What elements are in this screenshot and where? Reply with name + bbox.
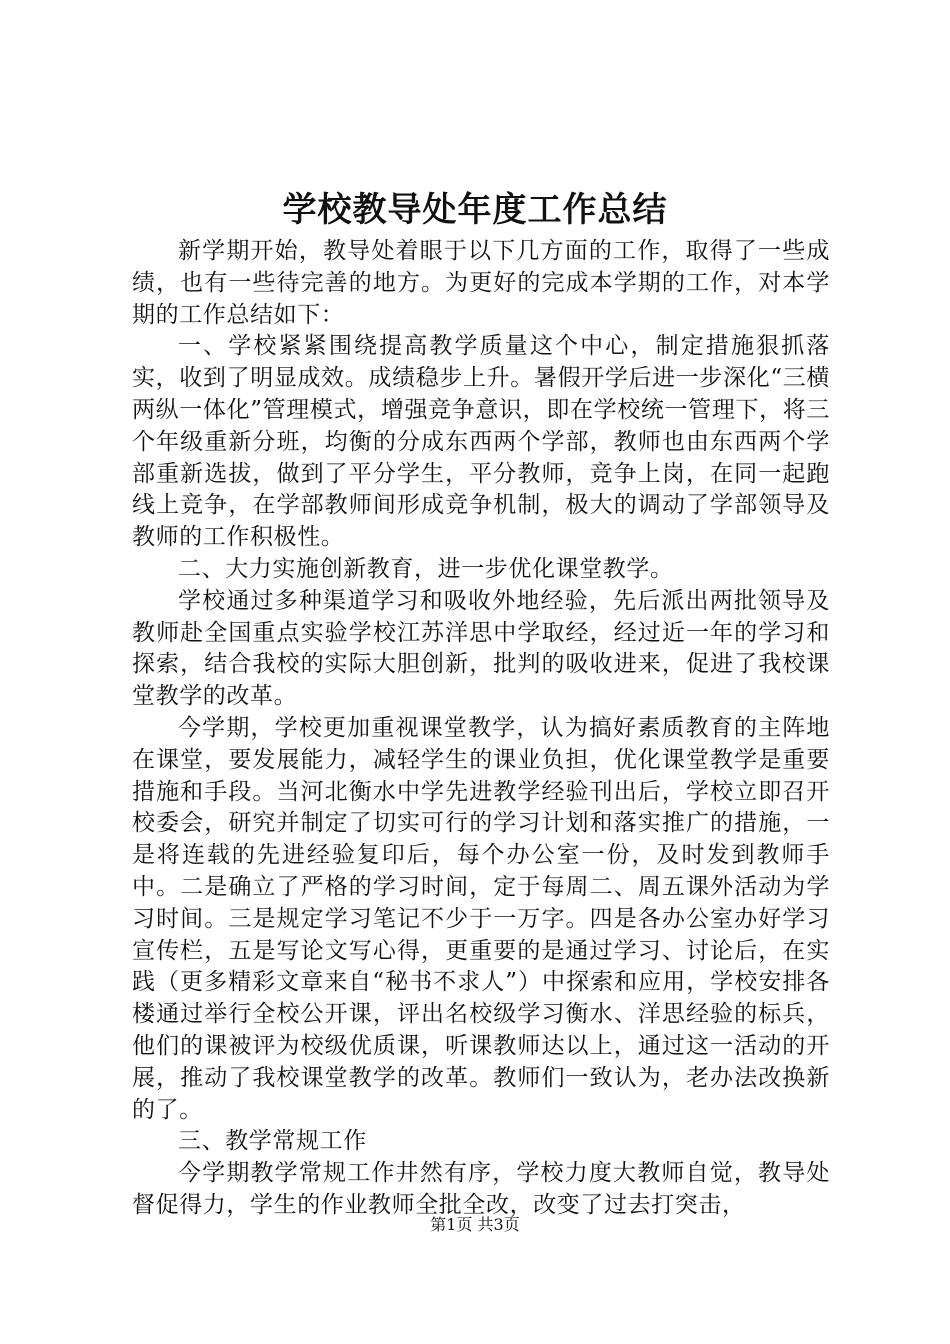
paragraph-section-3-body: 今学期教学常规工作井然有序，学校力度大教师自觉，教导处督促得力，学生的作业教师全批全改，改变了过去打突击，	[132, 1160, 830, 1218]
document-body	[132, 236, 830, 1222]
paragraph-section-1: 一、学校紧紧围绕提高教学质量这个中心，制定措施狠抓落实，收到了明显成效。成绩稳步上升。暑假开学后进一步深化“三横两纵一体化”管理模式，增强竞争意识，即在学校统一管理下，将三个年级重新分班，均衡的分成东西两个学部，教师也由东西两个学部重新选拔，做到了平分学生，平分教师，竞争上岗，在同一起跑线上竞争，在学部教师间形成竞争机制，极大的调动了学部领导及教师的工作积极性。	[132, 333, 830, 551]
paragraph-section-2-heading: 二、大力实施创新教育，进一步优化课堂教学。	[178, 555, 674, 582]
page-indicator: 第1页 共3页	[430, 1215, 520, 1234]
paragraph-section-3-heading: 三、教学常规工作	[178, 1128, 367, 1155]
paragraph-section-2-body-1: 学校通过多种渠道学习和吸收外地经验，先后派出两批领导及教师赴全国重点实验学校江苏洋思中学取经，经过近一年的学习和探索，结合我校的实际大胆创新，批判的吸收进来，促进了我校课堂教学的改革。	[132, 587, 830, 710]
paragraph-section-2-body-2: 今学期，学校更加重视课堂教学，认为搞好素质教育的主阵地在课堂，要发展能力，减轻学生的课业负担，优化课堂教学是重要措施和手段。当河北衡水中学先进教学经验刊出后，学校立即召开校委会，研究并制定了切实可行的学习计划和落实推广的措施，一是将连载的先进经验复印后，每个办公室一份，及时发到教师手中。二是确立了严格的学习时间，定于每周二、周五课外活动为学习时间。三是规定学习笔记不少于一万字。四是各办公室办好学习宣传栏，五是写论文写心得，更重要的是通过学习、讨论后，在实践（更多精彩文章来自“秘书不求人”）中探索和应用，学校安排各楼通过举行全校公开课，评出名校级学习衡水、洋思经验的标兵，他们的课被评为校级优质课，听课教师达以上，通过这一活动的开展，推动了我校课堂教学的改革。教师们一致认为，老办法改换新的了。	[132, 714, 830, 1123]
paragraph-intro: 新学期开始，教导处着眼于以下几方面的工作，取得了一些成绩，也有一些待完善的地方。为更好的完成本学期的工作，对本学期的工作总结如下：	[132, 238, 830, 328]
document-title: 学校教导处年度工作总结	[282, 190, 668, 230]
